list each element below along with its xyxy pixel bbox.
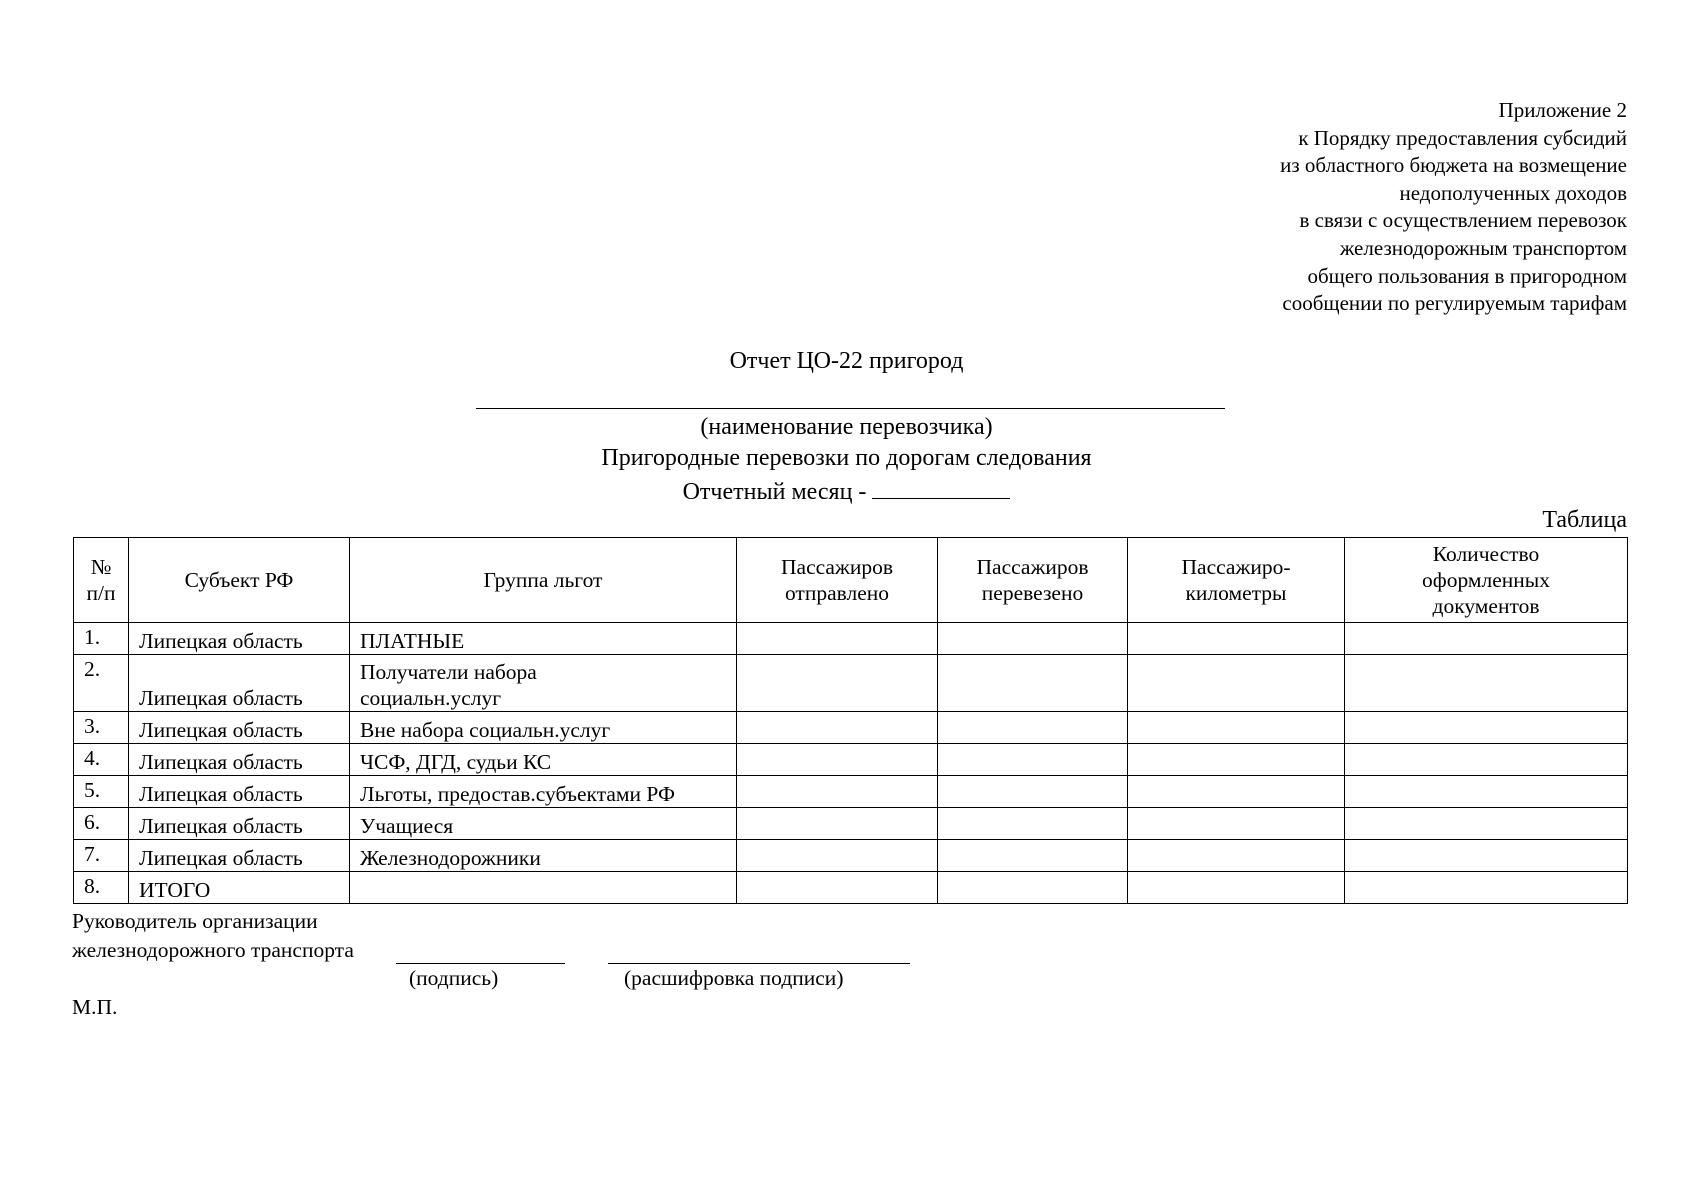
cell-docs[interactable] — [1345, 808, 1628, 840]
row-group: Учащиеся — [350, 808, 737, 840]
row-num: 5. — [74, 776, 129, 808]
signature-role-line1: Руководитель организации — [72, 909, 318, 933]
header-group: Группа льгот — [350, 538, 737, 623]
header-carried: Пассажиров перевезено — [938, 538, 1128, 623]
row-group: Получатели набора социальн.услуг — [350, 655, 737, 712]
cell-sent[interactable] — [737, 872, 938, 904]
cell-sent[interactable] — [737, 840, 938, 872]
appendix-line: общего пользования в пригородном — [1307, 263, 1627, 288]
table-row — [74, 808, 1628, 840]
reporting-month — [0, 476, 1693, 506]
cell-carried[interactable] — [938, 840, 1128, 872]
signature-decode-blank — [608, 963, 910, 964]
cell-docs[interactable] — [1345, 712, 1628, 744]
reporting-month-label: Отчетный месяц - — [682, 479, 873, 505]
row-group — [350, 872, 737, 904]
cell-carried[interactable] — [938, 744, 1128, 776]
cell-docs[interactable] — [1345, 872, 1628, 904]
appendix-line: из областного бюджета на возмещение — [1280, 153, 1627, 178]
cell-docs[interactable] — [1345, 623, 1628, 655]
row-subject: Липецкая область — [129, 776, 350, 808]
cell-sent[interactable] — [737, 623, 938, 655]
cell-docs[interactable] — [1345, 655, 1628, 712]
signature-blank — [396, 963, 565, 964]
header-km: Пассажиро- километры — [1128, 538, 1345, 623]
cell-sent[interactable] — [737, 712, 938, 744]
cell-km[interactable] — [1128, 808, 1345, 840]
appendix-line: железнодорожным транспортом — [1339, 235, 1627, 260]
row-subject: Липецкая область — [129, 623, 350, 655]
cell-km[interactable] — [1128, 712, 1345, 744]
report-title: Отчет ЦО-22 пригород — [729, 348, 964, 374]
cell-carried[interactable] — [938, 712, 1128, 744]
signature-block — [72, 907, 354, 965]
cell-sent[interactable] — [737, 744, 938, 776]
cell-km[interactable] — [1128, 744, 1345, 776]
cell-km[interactable] — [1128, 840, 1345, 872]
table-row — [74, 655, 1628, 712]
cell-sent[interactable] — [737, 808, 938, 840]
row-num: 4. — [74, 744, 129, 776]
cell-sent[interactable] — [737, 655, 938, 712]
row-num: 8. — [74, 872, 129, 904]
row-subject: Липецкая область — [129, 840, 350, 872]
header-docs: Количество оформленных документов — [1345, 538, 1628, 623]
table-header-row — [74, 538, 1628, 623]
row-subject: Липецкая область — [129, 655, 350, 712]
table-row — [74, 623, 1628, 655]
cell-carried[interactable] — [938, 808, 1128, 840]
appendix-block — [1280, 97, 1627, 318]
signature-role-line2: железнодорожного транспорта — [72, 938, 354, 962]
appendix-line: к Порядку предоставления субсидий — [1298, 125, 1627, 150]
carrier-caption: (наименование перевозчика) — [700, 414, 993, 440]
header-subject: Субъект РФ — [129, 538, 350, 623]
row-subject: ИТОГО — [129, 872, 350, 904]
appendix-line: Приложение 2 — [1498, 98, 1627, 122]
row-num: 7. — [74, 840, 129, 872]
header-sent: Пассажиров отправлено — [737, 538, 938, 623]
appendix-line: в связи с осуществлением перевозок — [1299, 208, 1627, 233]
cell-docs[interactable] — [1345, 744, 1628, 776]
cell-carried[interactable] — [938, 655, 1128, 712]
cell-km[interactable] — [1128, 655, 1345, 712]
route-subtitle: Пригородные перевозки по дорогам следования — [601, 445, 1092, 471]
cell-sent[interactable] — [737, 776, 938, 808]
appendix-line: сообщении по регулируемым тарифам — [1282, 291, 1627, 316]
table-row — [74, 744, 1628, 776]
row-group: ЧСФ, ДГД, судьи КС — [350, 744, 737, 776]
appendix-line: недополученных доходов — [1399, 180, 1627, 205]
table-row — [74, 776, 1628, 808]
table-row — [74, 840, 1628, 872]
row-num: 1. — [74, 623, 129, 655]
row-num: 6. — [74, 808, 129, 840]
stamp-label: М.П. — [72, 995, 118, 1019]
signature-decode-caption: (расшифровка подписи) — [624, 966, 844, 990]
carrier-name-blank — [476, 408, 1225, 409]
row-group: ПЛАТНЫЕ — [350, 623, 737, 655]
row-group: Льготы, предостав.субъектами РФ — [350, 776, 737, 808]
reporting-month-blank — [872, 476, 1010, 499]
row-group: Железнодорожники — [350, 840, 737, 872]
cell-km[interactable] — [1128, 623, 1345, 655]
row-subject: Липецкая область — [129, 808, 350, 840]
cell-docs[interactable] — [1345, 776, 1628, 808]
cell-carried[interactable] — [938, 623, 1128, 655]
table-row — [74, 712, 1628, 744]
cell-km[interactable] — [1128, 872, 1345, 904]
signature-caption: (подпись) — [409, 966, 499, 990]
row-subject: Липецкая область — [129, 744, 350, 776]
report-table — [73, 537, 1628, 904]
row-subject: Липецкая область — [129, 712, 350, 744]
row-group: Вне набора социальн.услуг — [350, 712, 737, 744]
cell-carried[interactable] — [938, 776, 1128, 808]
cell-carried[interactable] — [938, 872, 1128, 904]
row-num: 2. — [74, 655, 129, 712]
table-row-total — [74, 872, 1628, 904]
row-num: 3. — [74, 712, 129, 744]
table-label: Таблица — [1542, 507, 1627, 533]
header-num: № п/п — [74, 538, 129, 623]
cell-km[interactable] — [1128, 776, 1345, 808]
cell-docs[interactable] — [1345, 840, 1628, 872]
